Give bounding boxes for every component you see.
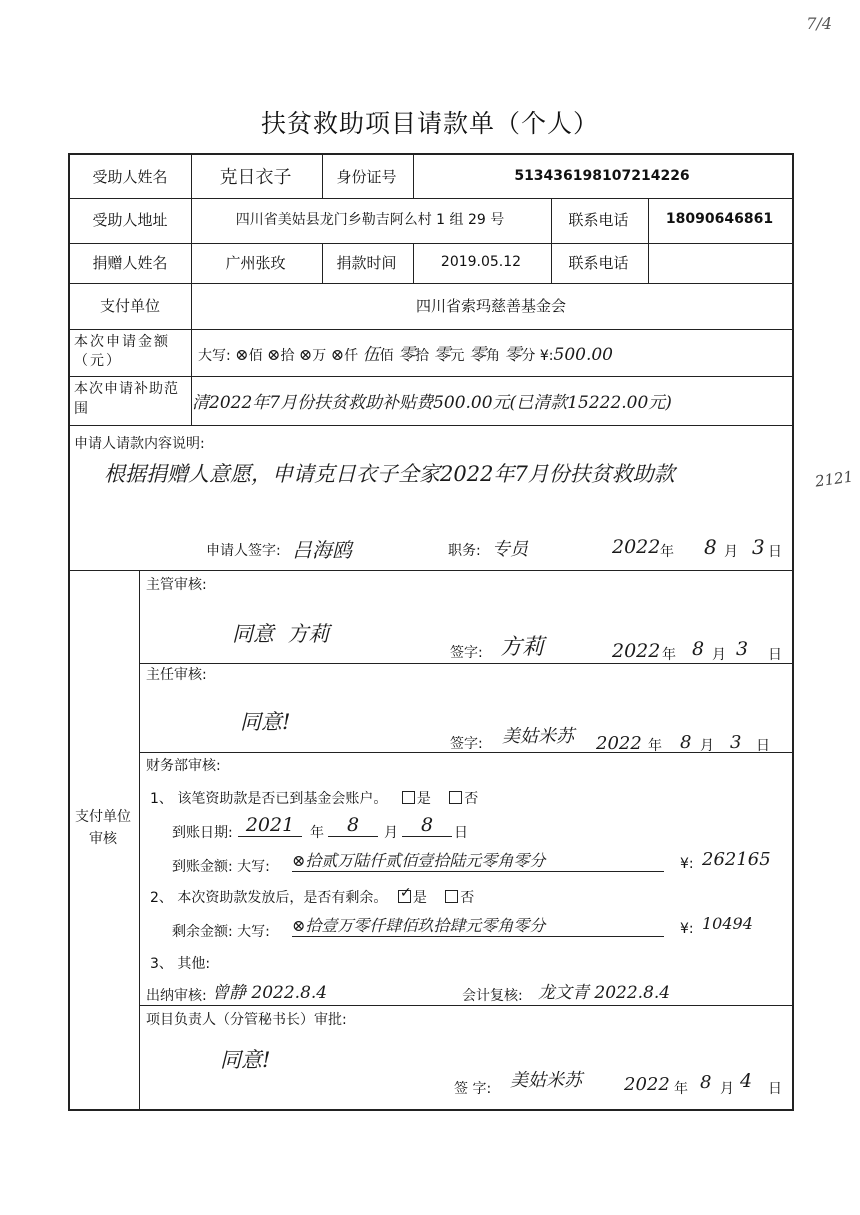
unit-shi2: 拾 xyxy=(415,348,430,364)
applicant-role: 专员 xyxy=(492,539,528,560)
label-role: 职务: xyxy=(448,543,481,559)
donor-phone xyxy=(647,242,792,282)
q2-text: 2、 本次资助款发放后，是否有剩余。 xyxy=(150,890,388,906)
amount-qian-value: ⊗ xyxy=(330,345,345,364)
label-donor-phone: 联系电话 xyxy=(568,253,629,272)
unit-bai2: 佰 xyxy=(379,348,394,364)
arrive-year: 2021 xyxy=(238,814,302,837)
label-id-number: 身份证号 xyxy=(336,167,397,186)
label-remain-amount: 剩余金额: 大写: xyxy=(172,924,270,940)
checkbox-no2-icon xyxy=(445,890,458,903)
supervisor-year: 2022 xyxy=(612,640,661,662)
unit-fen: 分 xyxy=(521,348,536,364)
q2-no-label: 否 xyxy=(460,890,475,906)
label-apply-amount: 本次申请金额（元） xyxy=(74,334,170,369)
unit-yuan: 元 xyxy=(450,348,465,364)
explanation-content: 根据捐赠人意愿，申请克日衣子全家2022年7月份扶贫救助款 xyxy=(104,462,675,486)
label-recipient-address: 受助人地址 xyxy=(92,210,168,229)
pm-year: 2022 xyxy=(624,1074,670,1095)
supervisor-day-unit: 日 xyxy=(768,647,782,663)
year-unit: 年 xyxy=(660,544,674,560)
form-title: 扶贫救助项目请款单（个人） xyxy=(260,109,599,138)
supervisor-month-unit: 月 xyxy=(712,647,726,663)
apply-amount-capital xyxy=(198,340,792,366)
amount-shi-value: ⊗ xyxy=(267,345,281,364)
unit-wan: 万 xyxy=(312,348,327,364)
arrive-yen: ¥: xyxy=(680,856,694,872)
q2-yes-label: 是 xyxy=(412,890,427,906)
arrive-day-unit: 日 xyxy=(454,825,468,841)
recipient-name: 克日衣子 xyxy=(219,167,292,188)
label-pay-unit-review: 支付单位审核 xyxy=(75,809,131,847)
unit-qian: 仟 xyxy=(344,348,359,364)
director-day-unit: 日 xyxy=(756,738,770,754)
label-pm-approval: 项目负责人（分管秘书长）审批: xyxy=(146,1012,347,1028)
margin-note: 2121 xyxy=(813,467,855,491)
pm-day: 4 xyxy=(740,1070,753,1092)
director-opinion: 同意! xyxy=(240,710,291,734)
amount-yuan-value: 零 xyxy=(433,345,451,365)
arrive-month: 8 xyxy=(328,814,378,837)
label-applicant-signature: 申请人签字: xyxy=(206,543,281,559)
label-director-review: 主任审核: xyxy=(146,667,207,683)
q1-no-label: 否 xyxy=(464,791,479,807)
cashier-signature: 曾静 2022.8.4 xyxy=(212,983,328,1003)
amount-fen-value: 零 xyxy=(504,345,522,365)
label-arrive-amount: 到账金额: 大写: xyxy=(172,859,270,875)
supervisor-opinion: 同意 方莉 xyxy=(232,622,330,646)
amount-wan-value: ⊗ xyxy=(298,345,313,364)
director-month-unit: 月 xyxy=(700,738,714,754)
label-director-signature: 签字: xyxy=(450,736,483,752)
applicant-signature: 吕海鸥 xyxy=(292,538,352,562)
q1-no[interactable] xyxy=(449,791,478,807)
pm-day-unit: 日 xyxy=(768,1081,782,1097)
finance-q2 xyxy=(150,887,474,907)
apply-amount-number: 500.00 xyxy=(553,345,613,365)
label-accountant: 会计复核: xyxy=(462,988,523,1004)
label-donate-time: 捐款时间 xyxy=(336,253,397,272)
donor-name: 广州张玫 xyxy=(225,253,286,272)
pm-opinion: 同意! xyxy=(220,1048,271,1072)
arrive-month-unit: 月 xyxy=(384,825,398,841)
label-subsidy-scope: 本次申请补助范围 xyxy=(74,380,179,417)
remain-yen: ¥: xyxy=(680,921,694,937)
applicant-date-year: 2022 xyxy=(612,536,661,558)
arrive-amount-capital: ⊗拾贰万陆仟贰佰壹拾陆元零角零分 xyxy=(292,848,664,872)
accountant-signature: 龙文青 2022.8.4 xyxy=(538,983,671,1003)
remain-amount-number: 10494 xyxy=(702,914,753,933)
pay-unit: 四川省索玛慈善基金会 xyxy=(415,296,566,315)
director-month: 8 xyxy=(680,732,692,753)
supervisor-signature: 方莉 xyxy=(500,635,545,660)
q2-no[interactable] xyxy=(445,890,474,906)
unit-bai: 佰 xyxy=(248,348,263,364)
arrive-amount-number: 262165 xyxy=(702,849,771,870)
month-unit: 月 xyxy=(724,544,738,560)
label-recipient-name: 受助人姓名 xyxy=(92,167,168,186)
q1-yes[interactable] xyxy=(402,791,431,807)
pm-year-unit: 年 xyxy=(674,1081,688,1097)
label-phone: 联系电话 xyxy=(568,210,629,229)
director-year: 2022 xyxy=(596,733,642,754)
amount-bai-value: ⊗ xyxy=(235,345,249,364)
label-supervisor-signature: 签字: xyxy=(450,645,483,661)
director-year-unit: 年 xyxy=(648,738,662,754)
daxie-label: 大写: xyxy=(198,348,231,364)
unit-shi: 拾 xyxy=(280,348,295,364)
supervisor-year-unit: 年 xyxy=(662,647,676,663)
recipient-phone: 18090646861 xyxy=(665,211,774,227)
pm-month-unit: 月 xyxy=(720,1081,734,1097)
applicant-date-month: 8 xyxy=(704,535,717,559)
amount-jiao-value: 零 xyxy=(468,345,486,365)
q1-text: 1、 该笔资助款是否已到基金会账户。 xyxy=(150,791,388,807)
finance-q3: 3、 其他: xyxy=(150,956,211,972)
pm-signature: 美姑米苏 xyxy=(510,1070,582,1091)
pm-month: 8 xyxy=(700,1072,712,1093)
checkbox-no-icon xyxy=(449,791,462,804)
label-finance-review: 财务部审核: xyxy=(146,758,221,774)
donate-time: 2019.05.12 xyxy=(440,254,522,270)
amount-bai2-value: 伍 xyxy=(362,345,380,365)
arrive-day: 8 xyxy=(402,814,452,837)
id-number: 513436198107214226 xyxy=(514,168,690,184)
subsidy-scope: 清2022年7月份扶贫救助补贴费500.00元(已清款15222.00元) xyxy=(192,393,672,413)
label-pm-signature: 签 字: xyxy=(454,1081,492,1097)
supervisor-month: 8 xyxy=(692,638,705,660)
recipient-address: 四川省美姑县龙门乡勒吉阿么村 1 组 29 号 xyxy=(235,212,505,228)
checkbox-yes-icon xyxy=(402,791,415,804)
director-signature: 美姑米苏 xyxy=(502,726,574,747)
label-donor-name: 捐赠人姓名 xyxy=(92,253,168,272)
supervisor-day: 3 xyxy=(736,638,749,660)
label-cashier: 出纳审核: xyxy=(146,988,207,1004)
unit-jiao: 角 xyxy=(485,348,500,364)
remain-amount-capital: ⊗拾壹万零仟肆佰玖拾肆元零角零分 xyxy=(292,913,664,937)
arrive-year-unit: 年 xyxy=(310,825,324,841)
label-supervisor-review: 主管审核: xyxy=(146,577,207,593)
label-arrive-date: 到账日期: xyxy=(172,825,233,841)
director-day: 3 xyxy=(730,732,742,753)
finance-q1 xyxy=(150,788,478,808)
amount-shi2-value: 零 xyxy=(398,345,416,365)
label-explanation: 申请人请款内容说明: xyxy=(74,436,205,452)
applicant-date-day: 3 xyxy=(752,535,765,559)
label-pay-unit: 支付单位 xyxy=(99,296,160,315)
corner-page-note: 7/4 xyxy=(806,14,832,33)
checkbox-checked-icon: ✓ xyxy=(399,885,412,901)
yen-label: ¥: xyxy=(539,348,554,364)
q2-yes[interactable] xyxy=(398,885,427,906)
q1-yes-label: 是 xyxy=(416,791,431,807)
day-unit: 日 xyxy=(768,544,782,560)
